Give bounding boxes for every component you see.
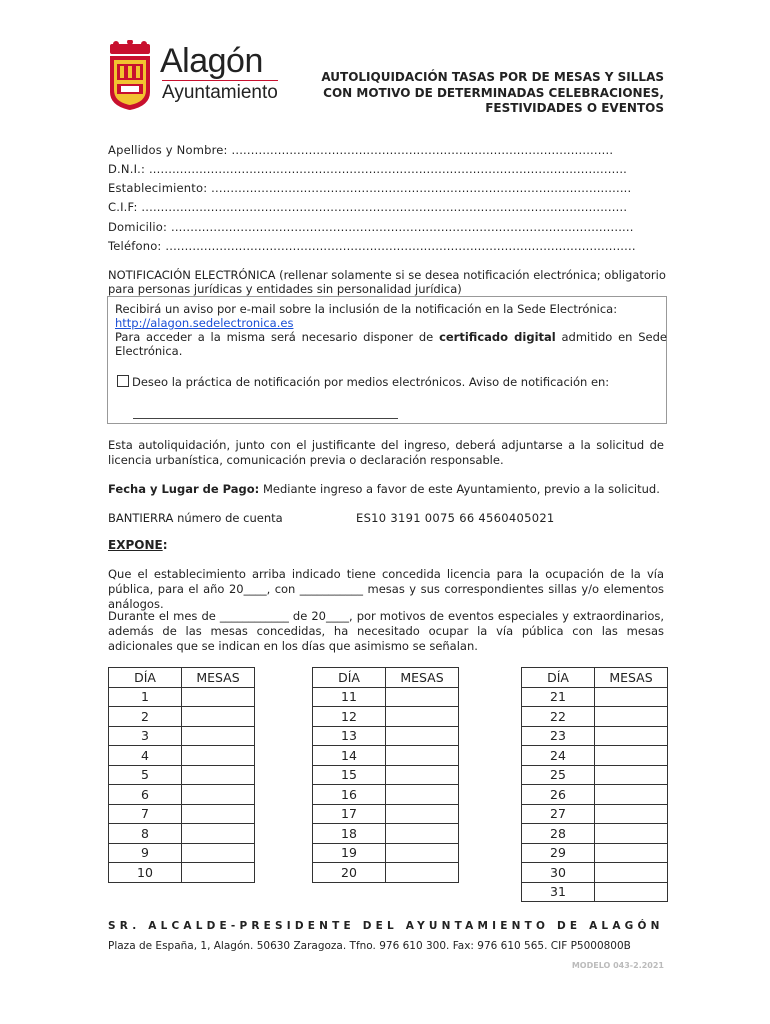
day-cell: 15 [313, 765, 386, 785]
table-row [313, 765, 459, 785]
day-cell: 25 [522, 765, 595, 785]
day-cell: 31 [522, 882, 595, 902]
table-row [109, 726, 255, 746]
notification-text-2: Para acceder a la misma será necesario disponer de certificado digital admitido en Sede Electrónica. [115, 330, 667, 358]
mesas-cell[interactable] [182, 726, 255, 746]
day-cell: 16 [313, 785, 386, 805]
day-cell: 14 [313, 746, 386, 766]
day-cell: 10 [109, 863, 182, 883]
day-header: DÍA [522, 668, 595, 688]
table-row [522, 863, 668, 883]
electronic-notification-option[interactable] [117, 375, 662, 389]
table-row [313, 843, 459, 863]
logo-name: Alagón [160, 42, 263, 80]
mesas-cell[interactable] [386, 863, 459, 883]
mesas-cell[interactable] [595, 765, 668, 785]
table-row [313, 824, 459, 844]
table-header-row [109, 668, 255, 688]
field-address[interactable]: Domicilio: ........................................................................................................................ [108, 220, 634, 234]
table-row [109, 746, 255, 766]
day-cell: 21 [522, 687, 595, 707]
mesas-cell[interactable] [182, 707, 255, 727]
table-row [522, 707, 668, 727]
mesas-cell[interactable] [595, 746, 668, 766]
day-cell: 26 [522, 785, 595, 805]
day-cell: 23 [522, 726, 595, 746]
mesas-cell[interactable] [595, 726, 668, 746]
checkbox-label: Deseo la práctica de notificación por medios electrónicos. Aviso de notificación en: [132, 375, 610, 389]
day-cell: 6 [109, 785, 182, 805]
day-cell: 19 [313, 843, 386, 863]
table-row [109, 804, 255, 824]
day-cell: 1 [109, 687, 182, 707]
mesas-cell[interactable] [595, 707, 668, 727]
day-cell: 12 [313, 707, 386, 727]
day-header: DÍA [109, 668, 182, 688]
mesas-cell[interactable] [182, 824, 255, 844]
day-cell: 3 [109, 726, 182, 746]
paragraph-attachment: Esta autoliquidación, junto con el justificante del ingreso, deberá adjuntarse a la solicitud de licencia urbanística, comunicación previa o declaración responsable. [108, 438, 664, 467]
table-row [522, 726, 668, 746]
mesas-cell[interactable] [386, 726, 459, 746]
day-cell: 11 [313, 687, 386, 707]
table-row [109, 785, 255, 805]
day-cell: 9 [109, 843, 182, 863]
mesas-cell[interactable] [595, 843, 668, 863]
model-code: MODELO 043-2.2021 [571, 961, 664, 970]
day-cell: 20 [313, 863, 386, 883]
title-line-3: FESTIVIDADES O EVENTOS [485, 101, 664, 115]
mesas-cell[interactable] [386, 785, 459, 805]
day-cell: 18 [313, 824, 386, 844]
day-cell: 7 [109, 804, 182, 824]
payment-info [108, 482, 664, 497]
mesas-cell[interactable] [386, 746, 459, 766]
day-cell: 17 [313, 804, 386, 824]
mesas-cell[interactable] [595, 785, 668, 805]
day-cell: 22 [522, 707, 595, 727]
day-cell: 4 [109, 746, 182, 766]
mesas-header: MESAS [386, 668, 459, 688]
mesas-cell[interactable] [386, 824, 459, 844]
table-header-row [522, 668, 668, 688]
ayuntamiento-logo [108, 40, 278, 110]
table-row [313, 707, 459, 727]
mesas-cell[interactable] [386, 687, 459, 707]
email-entry-line[interactable] [133, 418, 398, 419]
day-cell: 24 [522, 746, 595, 766]
mesas-cell[interactable] [182, 687, 255, 707]
table-row [109, 687, 255, 707]
table-row [313, 726, 459, 746]
mesas-header: MESAS [182, 668, 255, 688]
table-header-row [313, 668, 459, 688]
table-row [313, 687, 459, 707]
day-cell: 30 [522, 863, 595, 883]
table-row [109, 765, 255, 785]
mesas-cell[interactable] [595, 804, 668, 824]
table-row [109, 843, 255, 863]
table-row [522, 765, 668, 785]
mesas-cell[interactable] [182, 765, 255, 785]
mesas-cell[interactable] [595, 824, 668, 844]
mesas-cell[interactable] [386, 707, 459, 727]
day-header: DÍA [313, 668, 386, 688]
table-row [522, 746, 668, 766]
day-cell: 13 [313, 726, 386, 746]
document-title [290, 70, 664, 117]
table-row [522, 882, 668, 902]
field-name[interactable]: Apellidos y Nombre: ................................................................................................... [108, 143, 614, 157]
logo-subtitle: Ayuntamiento [162, 82, 278, 103]
day-cell: 8 [109, 824, 182, 844]
table-row [313, 863, 459, 883]
sede-link[interactable]: http://alagon.sedelectronica.es [115, 316, 294, 330]
table-row [522, 824, 668, 844]
days-table-2 [312, 667, 459, 883]
mesas-cell[interactable] [595, 882, 668, 902]
title-line-1: AUTOLIQUIDACIÓN TASAS POR DE MESAS Y SILLAS [321, 70, 664, 84]
mesas-cell[interactable] [182, 863, 255, 883]
notification-title: NOTIFICACIÓN ELECTRÓNICA (rellenar solamente si se desea notificación electrónica; obligatorio para personas jurídicas y entidades sin personalidad jurídica) [108, 268, 666, 296]
table-row [109, 707, 255, 727]
day-cell: 5 [109, 765, 182, 785]
expone-text: Que el establecimiento arriba indicado tiene concedida licencia para la ocupación de la vía pública, para el año 20____, con ___________ mesas y sus correspondientes sillas y/o elementos análogos. [108, 567, 664, 611]
bank-label: BANTIERRA número de cuenta [108, 511, 283, 525]
mesas-cell[interactable] [386, 765, 459, 785]
day-cell: 28 [522, 824, 595, 844]
mesas-cell[interactable] [595, 863, 668, 883]
mesas-cell[interactable] [182, 804, 255, 824]
table-row [109, 824, 255, 844]
mesas-cell[interactable] [182, 785, 255, 805]
day-cell: 27 [522, 804, 595, 824]
notification-text-1: Recibirá un aviso por e-mail sobre la inclusión de la notificación en la Sede Electrónica: [115, 302, 618, 316]
expone-heading: EXPONE: [108, 538, 168, 552]
mesas-cell[interactable] [182, 843, 255, 863]
payment-label: Fecha y Lugar de Pago: [108, 482, 260, 496]
table-row [522, 687, 668, 707]
payment-text: Mediante ingreso a favor de este Ayuntamiento, previo a la solicitud. [259, 482, 660, 496]
days-table-1 [108, 667, 255, 883]
field-establishment[interactable]: Establecimiento: ............................................................................................................. [108, 181, 632, 195]
mesas-cell[interactable] [182, 746, 255, 766]
field-phone[interactable]: Teléfono: .......................................................................................................................... [108, 239, 636, 253]
bank-account: ES10 3191 0075 66 4560405021 [356, 511, 555, 525]
day-cell: 29 [522, 843, 595, 863]
mesas-cell[interactable] [386, 843, 459, 863]
mesas-cell[interactable] [595, 687, 668, 707]
table-row [109, 863, 255, 883]
addressee: SR. ALCALDE-PRESIDENTE DEL AYUNTAMIENTO DE ALAGÓN [108, 920, 664, 932]
table-row [313, 785, 459, 805]
title-line-2: CON MOTIVO DE DETERMINADAS CELEBRACIONES, [323, 85, 664, 100]
table-row [313, 804, 459, 824]
day-cell: 2 [109, 707, 182, 727]
notification-text [115, 302, 667, 358]
table-row [522, 785, 668, 805]
expone-text-2: Durante el mes de ____________ de 20____, por motivos de eventos especiales y extraordinarios, además de las mesas concedidas, ha necesitado ocupar la vía pública con las mesas adicionales que se indican en los días que asimismo se señalan. [108, 609, 664, 653]
mesas-cell[interactable] [386, 804, 459, 824]
days-table-3 [521, 667, 668, 902]
table-row [522, 804, 668, 824]
field-cif[interactable]: C.I.F: .............................................................................................................................. [108, 200, 628, 214]
mesas-header: MESAS [595, 668, 668, 688]
table-row [522, 843, 668, 863]
field-dni[interactable]: D.N.I.: ............................................................................................................................ [108, 162, 628, 176]
checkbox[interactable] [117, 375, 129, 387]
table-row [313, 746, 459, 766]
footer-address: Plaza de España, 1, Alagón. 50630 Zaragoza. Tfno. 976 610 300. Fax: 976 610 565. CIF P5000800B [108, 940, 631, 952]
